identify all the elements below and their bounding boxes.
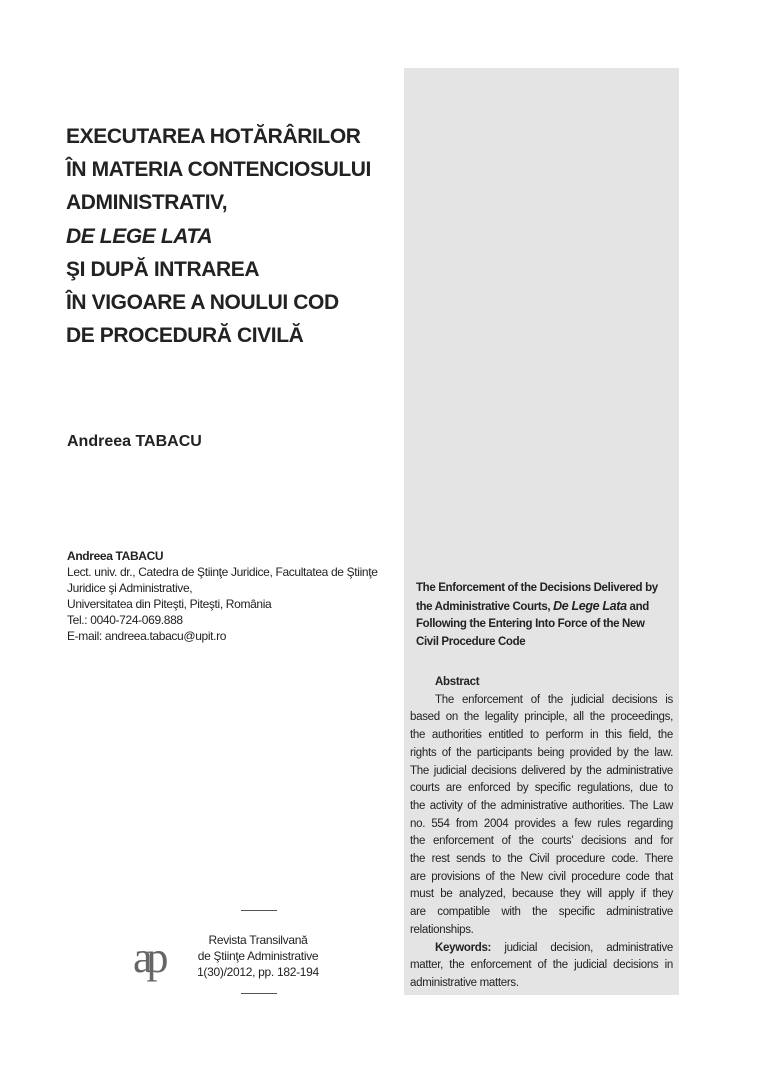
- affiliation-line: Lect. univ. dr., Catedra de Ştiinţe Juridice, Facultatea de Ştiinţe: [67, 565, 378, 579]
- abstract: [410, 674, 673, 993]
- journal-citation: [186, 932, 330, 980]
- affiliation-line: Juridice şi Administrative,: [67, 581, 193, 595]
- title-line-italic: DE LEGE LATA: [66, 224, 213, 248]
- affiliation-line: Universitatea din Piteşti, Piteşti, România: [67, 597, 272, 611]
- keywords-label: Keywords:: [435, 941, 492, 954]
- article-title: [66, 120, 406, 352]
- abstract-line: The enforcement of the judicial decisions is: [435, 693, 673, 706]
- english-title-line: Civil Procedure Code: [416, 635, 526, 648]
- author-affiliation: [67, 548, 402, 644]
- abstract-line: the enforcement of the courts’ decisions and for: [410, 835, 673, 848]
- keywords-line: administrative matters.: [410, 976, 519, 989]
- journal-rule-bottom: [241, 993, 277, 994]
- english-title: [416, 580, 674, 651]
- abstract-line: the authorities entitled to perform in this field, the: [410, 729, 673, 742]
- english-title-italic: De Lege Lata: [553, 598, 627, 613]
- journal-rule-top: [241, 910, 277, 911]
- journal-name: Revista Transilvană: [208, 933, 308, 947]
- abstract-line: The judicial decisions delivered by the administrative: [410, 764, 673, 777]
- abstract-line: rights of the participants being provided by the law.: [410, 746, 673, 759]
- english-title-line: [416, 598, 674, 617]
- title-line: ÎN VIGOARE A NOULUI COD: [66, 291, 339, 315]
- english-title-part: the Administrative Courts,: [416, 600, 554, 613]
- abstract-line: are compatible with the specific administrative: [410, 906, 673, 919]
- abstract-heading: Abstract: [435, 676, 480, 688]
- english-title-part: and: [626, 600, 649, 613]
- english-title-line: Following the Entering Into Force of the New: [416, 618, 645, 631]
- title-line: ÎN MATERIA CONTENCIOSULUI: [66, 158, 371, 182]
- keywords-line: [410, 940, 673, 958]
- abstract-line: based on the legality principle, all the proceedings,: [410, 711, 673, 724]
- abstract-line: must be analyzed, because they will apply if they: [410, 888, 673, 901]
- abstract-line: are provisions of the New civil procedure code that: [410, 870, 673, 883]
- title-line: ŞI DUPĂ INTRAREA: [66, 257, 260, 281]
- keywords-line: matter, the enforcement of the judicial decisions in: [410, 959, 673, 972]
- title-line: ADMINISTRATIV,: [66, 191, 228, 215]
- abstract-line: the activity of the administrative authorities. The Law: [410, 799, 673, 812]
- article-author: Andreea TABACU: [67, 433, 202, 450]
- affiliation-email: E-mail: andreea.tabacu@upit.ro: [67, 629, 227, 643]
- abstract-line: relationships.: [410, 923, 474, 936]
- journal-name-cont: de Ştiinţe Administrative: [197, 949, 319, 963]
- abstract-line: the rest sends to the Civil procedure code. There: [410, 853, 673, 866]
- affiliation-name: Andreea TABACU: [67, 549, 164, 563]
- abstract-line: courts are enforced by specific regulations, due to: [410, 782, 673, 795]
- journal-issue: 1(30)/2012, pp. 182-194: [197, 965, 319, 979]
- keywords-text: judicial decision, administrative: [504, 941, 673, 954]
- abstract-line: no. 554 from 2004 provides a few rules regarding: [410, 817, 673, 830]
- affiliation-phone: Tel.: 0040-724-069.888: [67, 613, 183, 627]
- english-title-line: The Enforcement of the Decisions Delivered by: [416, 582, 658, 594]
- journal-logo: ap: [133, 933, 163, 982]
- title-line: EXECUTAREA HOTĂRÂRILOR: [66, 125, 361, 148]
- title-line: DE PROCEDURĂ CIVILĂ: [66, 324, 304, 348]
